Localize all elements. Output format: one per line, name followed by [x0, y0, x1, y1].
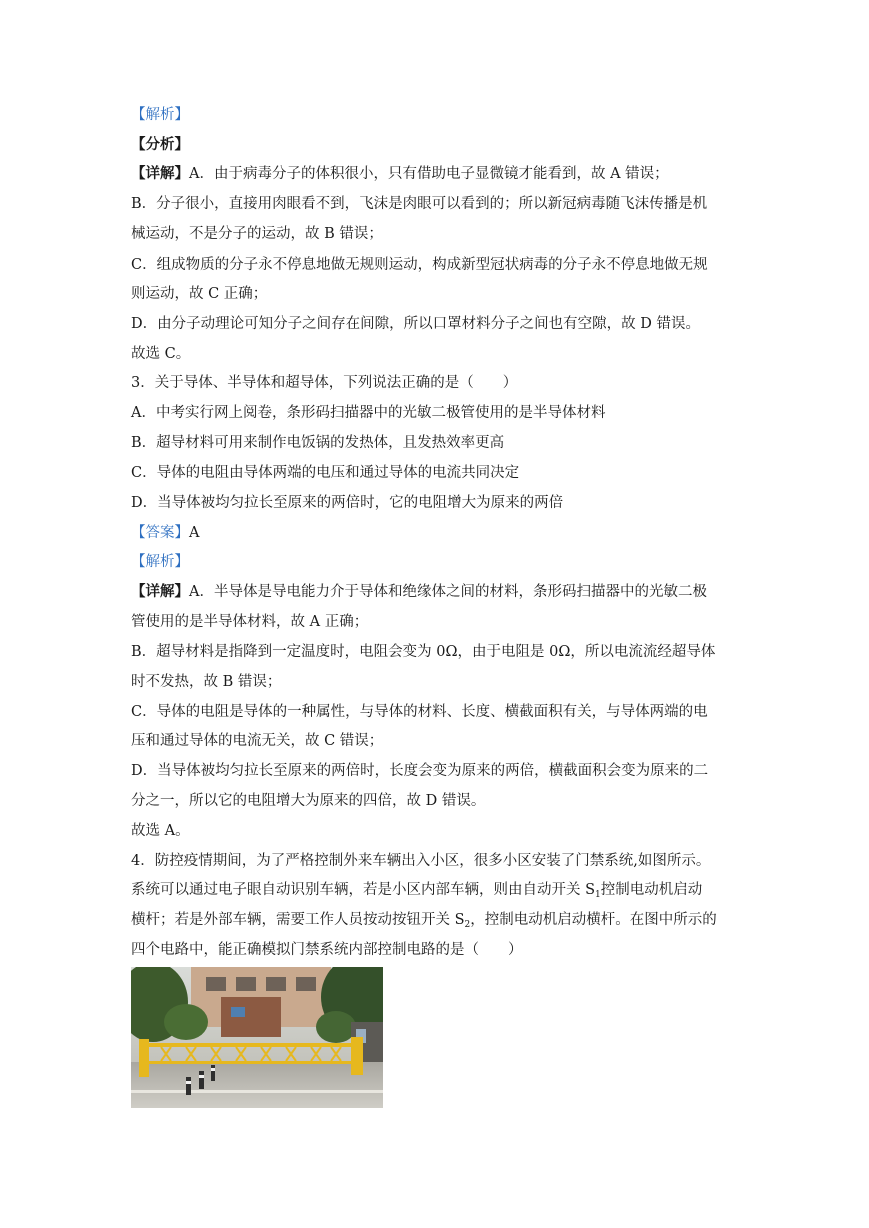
q3-option-c: C．导体的电阻由导体两端的电压和通过导体的电流共同决定 [131, 465, 520, 481]
explanation-line-c2: 则运动，故 C 正确； [131, 286, 268, 302]
q4-line-3-pre: 横杆；若是外部车辆，需要工作人员按动按钮开关 S [131, 912, 465, 928]
q4-line-2-pre: 系统可以通过电子眼自动识别车辆，若是小区内部车辆，则由自动开关 S [131, 882, 596, 898]
q3-explanation-a2: 管使用的是半导体材料，故 A 正确； [131, 614, 369, 630]
explanation-line-d: D．由分子动理论可知分子之间存在间隙，所以口罩材料分子之间也有空隙，故 D 错误。 [131, 316, 700, 332]
q4-line-4: 四个电路中，能正确模拟门禁系统内部控制电路的是（ ） [131, 942, 523, 958]
explanation-line-c1: C．组成物质的分子永不停息地做无规则运动，构成新型冠状病毒的分子永不停息地做无规 [131, 257, 708, 273]
q3-option-a: A．中考实行网上阅卷，条形码扫描器中的光敏二极管使用的是半导体材料 [131, 405, 606, 421]
q3-jiexi-tag: 【解析】 [131, 554, 189, 570]
jiexi-tag: 【解析】 [131, 107, 189, 123]
explanation-line-a [131, 164, 669, 184]
q3-option-d: D．当导体被均匀拉长至原来的两倍时，它的电阻增大为原来的两倍 [131, 495, 564, 511]
q3-answer [131, 523, 199, 543]
q4-line-2 [131, 880, 702, 905]
q3-explanation-a1-text: A．半导体是导电能力介于导体和绝缘体之间的材料，条形码扫描器中的光敏二极 [189, 584, 707, 600]
answer-value: A [189, 525, 200, 541]
q4-line-3-post: ，控制电动机启动横杆。在图中所示的 [470, 912, 717, 928]
gate-barrier-photo [131, 967, 383, 1108]
fenxi-tag: 【分析】 [131, 136, 189, 153]
explanation-line-b2: 械运动，不是分子的运动，故 B 错误； [131, 226, 383, 242]
q3-stem: 3．关于导体、半导体和超导体，下列说法正确的是（ ） [131, 375, 518, 391]
q3-explanation-c1: C．导体的电阻是导体的一种属性，与导体的材料、长度、横截面积有关，与导体两端的电 [131, 704, 708, 720]
q4-line-3 [131, 910, 717, 935]
switch-s2-subscript: 2 [464, 920, 471, 930]
q3-explanation-c2: 压和通过导体的电流无关，故 C 错误； [131, 733, 384, 749]
switch-s1-subscript: 1 [595, 890, 601, 900]
answer-tag: 【答案】 [131, 525, 189, 541]
q3-explanation-d2: 分之一，所以它的电阻增大为原来的四倍，故 D 错误。 [131, 793, 486, 809]
xiangjie-tag: 【详解】 [131, 165, 189, 182]
conclusion-c: 故选 C。 [131, 346, 191, 362]
gate-barrier-illustration [131, 967, 383, 1108]
explanation-a-text: A．由于病毒分子的体积很小，只有借助电子显微镜才能看到，故 A 错误； [189, 166, 669, 182]
q3-xiangjie-tag: 【详解】 [131, 583, 189, 600]
q3-explanation-a1 [131, 582, 707, 602]
q3-explanation-d1: D．当导体被均匀拉长至原来的两倍时，长度会变为原来的两倍，横截面积会变为原来的二 [131, 763, 709, 779]
q3-option-b: B．超导材料可用来制作电饭锅的发热体，且发热效率更高 [131, 435, 505, 451]
q4-line-1: 4．防控疫情期间，为了严格控制外来车辆出入小区，很多小区安装了门禁系统,如图所示。 [131, 853, 711, 869]
q3-explanation-b1: B．超导材料是指降到一定温度时，电阻会变为 0Ω，由于电阻是 0Ω，所以电流流经超导体 [131, 644, 716, 660]
q3-conclusion: 故选 A。 [131, 823, 190, 839]
q3-explanation-b2: 时不发热，故 B 错误； [131, 674, 282, 690]
explanation-line-b1: B．分子很小，直接用肉眼看不到，飞沫是肉眼可以看到的；所以新冠病毒随飞沫传播是机 [131, 196, 708, 212]
q4-line-2-post: 控制电动机启动 [600, 882, 703, 898]
